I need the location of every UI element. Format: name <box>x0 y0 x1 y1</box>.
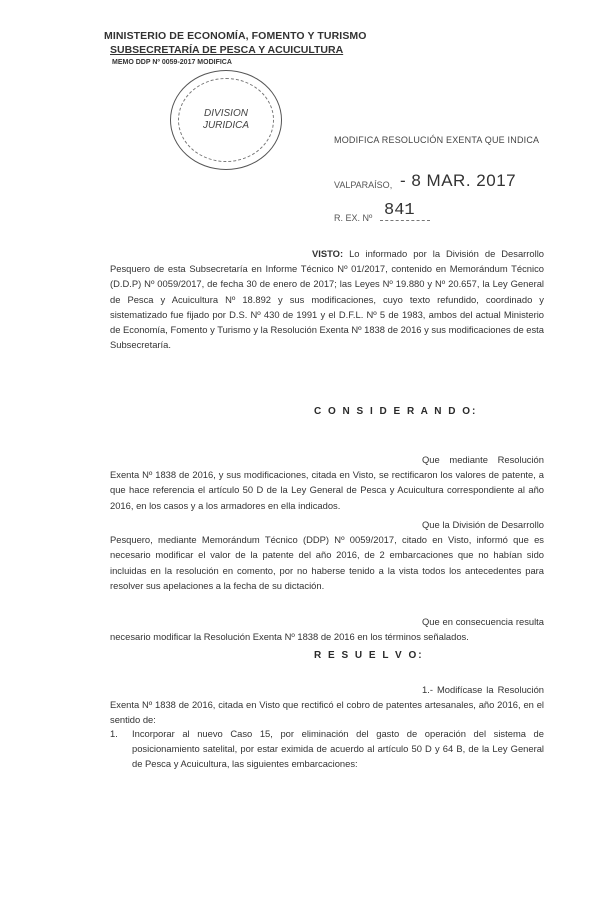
stamp-line-2: JURIDICA <box>202 120 250 131</box>
place-label: VALPARAÍSO, <box>334 180 393 190</box>
resuelvo-paragraph-1: 1.- Modifícase la Resolución Exenta Nº 1838 de 2016, citada en Visto que rectificó el cobro de patentes artesanales, año 2016, en el sentido de: <box>110 684 544 726</box>
ministry-header: MINISTERIO DE ECONOMÍA, FOMENTO Y TURISMO <box>104 30 367 42</box>
rex-number: 841 <box>384 201 415 220</box>
considerando-heading: C O N S I D E R A N D O: <box>314 406 478 417</box>
visto-label: VISTO: <box>312 248 344 259</box>
stamp-line-1: DIVISION <box>204 108 248 119</box>
item-text: Incorporar al nuevo Caso 15, por eliminación del gasto de operación del sistema de posicionamiento satelital, por estar eximida de acuerdo al artículo 50 D y 64 B, de la Ley General de Pesca y Acuicultura, las siguientes embarcaciones: <box>132 728 544 770</box>
resuelvo-heading: R E S U E L V O: <box>314 650 424 661</box>
division-stamp-text <box>200 108 252 132</box>
item-number: 1. <box>110 728 118 739</box>
resuelvo-item-1 <box>110 726 544 772</box>
subsecretaria-header: SUBSECRETARÍA DE PESCA Y ACUICULTURA <box>110 44 344 56</box>
visto-paragraph <box>110 246 544 352</box>
document-title: MODIFICA RESOLUCIÓN EXENTA QUE INDICA <box>334 135 540 145</box>
rex-label: R. EX. Nº <box>334 213 373 223</box>
considerando-paragraph-2: Que la División de Desarrollo Pesquero, mediante Memorándum Técnico (DDP) Nº 0059/2017, citado en Visto, informó que es necesario modificar el valor de la patente del año 2016, de 2 embarcaciones que no habían sido incluidas en la resolución en comento, por no haberse tenido a la vista todos los antecedentes para resolver sus apelaciones a la fecha de su dictación. <box>110 519 544 591</box>
document-date: - 8 MAR. 2017 <box>400 171 517 190</box>
rex-underline <box>380 220 430 221</box>
considerando-paragraph-1: Que mediante Resolución Exenta Nº 1838 de 2016, y sus modificaciones, citada en Visto, se rectificaron los valores de patente, a que hace referencia el artículo 50 D de la Ley General de Pesca y Acuicultura correspondiente al año 2016, en los casos y a los armadores en ella indicados. <box>110 454 544 511</box>
considerando-paragraph-3: Que en consecuencia resulta necesario modificar la Resolución Exenta Nº 1838 de 2016 en los términos señalados. <box>110 616 544 643</box>
memo-reference: MEMO DDP Nº 0059-2017 MODIFICA <box>112 59 232 66</box>
visto-text: Lo informado por la División de Desarrollo Pesquero de esta Subsecretaría en Informe Técnico Nº 01/2017, contenido en Memorándum Técnico (D.D.P) Nº 0059/2017, de fecha 30 de enero de 2017; las Leyes Nº 19.880 y Nº 20.657, la Ley General de Pesca y Acuicultura Nº 18.892 y sus modificaciones, cuyo texto refundido, coordinado y sistematizado fue fijado por D.S. Nº 430 de 1991 y el D.F.L. Nº 5 de 1983, ambos del actual Ministerio de Economía, Fomento y Turismo y la Resolución Exenta Nº 1838 de 2016 y sus modificaciones de esta Subsecretaría. <box>110 248 544 351</box>
